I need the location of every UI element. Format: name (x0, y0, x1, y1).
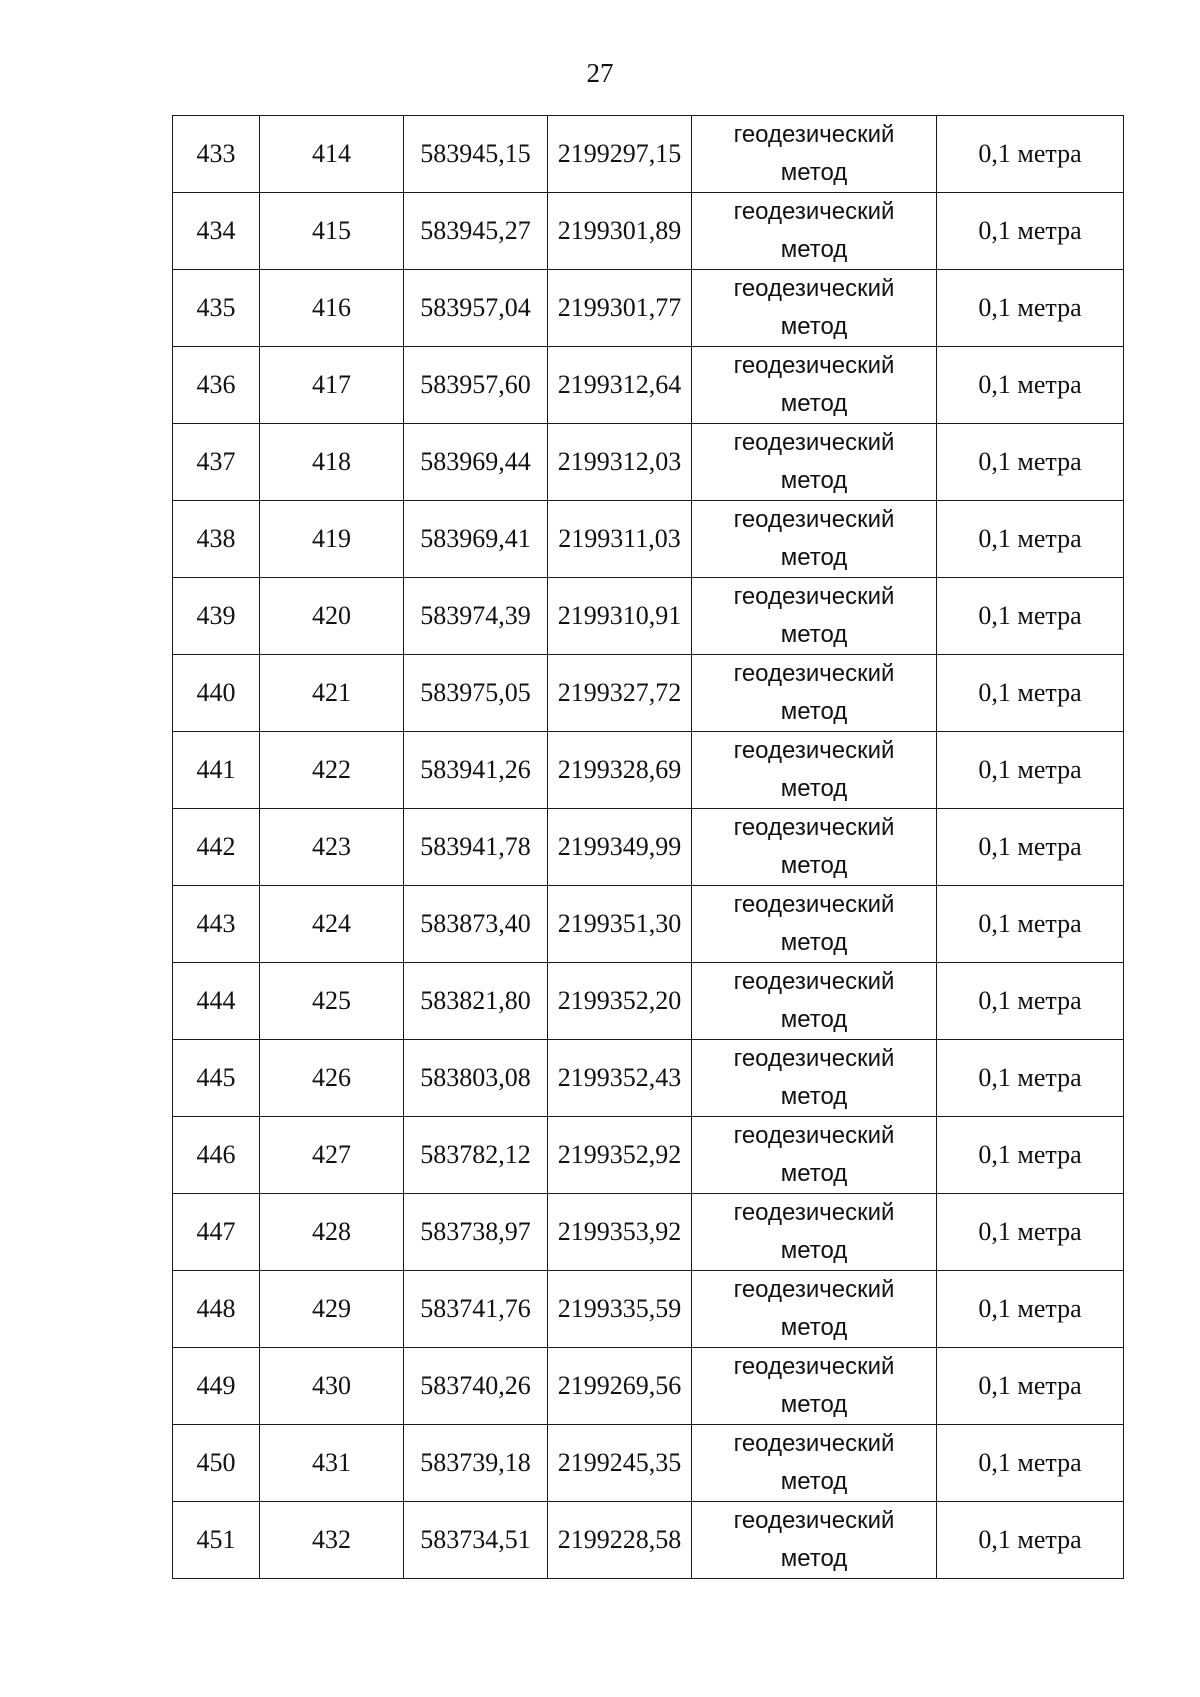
point-number-cell: 448 (173, 1271, 260, 1348)
accuracy-cell: 0,1 метра (937, 578, 1124, 655)
accuracy-cell: 0,1 метра (937, 270, 1124, 347)
accuracy-cell: 0,1 метра (937, 347, 1124, 424)
y-coordinate-cell: 2199269,56 (548, 1348, 692, 1425)
y-coordinate-cell: 2199327,72 (548, 655, 692, 732)
table-row (173, 578, 1124, 655)
x-coordinate-cell: 583945,27 (404, 193, 548, 270)
accuracy-cell: 0,1 метра (937, 655, 1124, 732)
boundary-point-cell: 418 (260, 424, 404, 501)
table-row (173, 963, 1124, 1040)
y-coordinate-cell: 2199352,92 (548, 1117, 692, 1194)
method-cell (692, 732, 937, 809)
method-line-2: метод (780, 236, 848, 263)
method-cell (692, 1425, 937, 1502)
method-line-1: геодезический (733, 583, 895, 610)
table-row (173, 1425, 1124, 1502)
accuracy-cell: 0,1 метра (937, 193, 1124, 270)
table-row (173, 809, 1124, 886)
point-number-cell: 443 (173, 886, 260, 963)
method-line-1: геодезический (733, 1045, 895, 1072)
point-number-cell: 439 (173, 578, 260, 655)
table-row (173, 1040, 1124, 1117)
method-line-2: метод (780, 467, 848, 494)
method-line-1: геодезический (733, 1276, 895, 1303)
x-coordinate-cell: 583803,08 (404, 1040, 548, 1117)
x-coordinate-cell: 583969,41 (404, 501, 548, 578)
method-line-2: метод (780, 1314, 848, 1341)
y-coordinate-cell: 2199301,77 (548, 270, 692, 347)
method-cell (692, 347, 937, 424)
method-line-2: метод (780, 1237, 848, 1264)
method-line-1: геодезический (733, 506, 895, 533)
x-coordinate-cell: 583782,12 (404, 1117, 548, 1194)
y-coordinate-cell: 2199328,69 (548, 732, 692, 809)
x-coordinate-cell: 583738,97 (404, 1194, 548, 1271)
method-line-1: геодезический (733, 737, 895, 764)
method-line-2: метод (780, 1160, 848, 1187)
table-row (173, 270, 1124, 347)
table-row (173, 1117, 1124, 1194)
x-coordinate-cell: 583741,76 (404, 1271, 548, 1348)
table-row (173, 116, 1124, 193)
method-line-1: геодезический (733, 1199, 895, 1226)
point-number-cell: 444 (173, 963, 260, 1040)
accuracy-cell: 0,1 метра (937, 501, 1124, 578)
method-line-2: метод (780, 159, 848, 186)
boundary-point-cell: 422 (260, 732, 404, 809)
boundary-point-cell: 432 (260, 1502, 404, 1579)
boundary-point-cell: 427 (260, 1117, 404, 1194)
method-cell (692, 1271, 937, 1348)
x-coordinate-cell: 583941,26 (404, 732, 548, 809)
x-coordinate-cell: 583873,40 (404, 886, 548, 963)
x-coordinate-cell: 583945,15 (404, 116, 548, 193)
y-coordinate-cell: 2199335,59 (548, 1271, 692, 1348)
point-number-cell: 451 (173, 1502, 260, 1579)
table-row (173, 732, 1124, 809)
method-line-1: геодезический (733, 352, 895, 379)
table-row (173, 347, 1124, 424)
boundary-point-cell: 428 (260, 1194, 404, 1271)
method-line-1: геодезический (733, 891, 895, 918)
method-line-1: геодезический (733, 660, 895, 687)
accuracy-cell: 0,1 метра (937, 809, 1124, 886)
method-line-1: геодезический (733, 1430, 895, 1457)
accuracy-cell: 0,1 метра (937, 732, 1124, 809)
y-coordinate-cell: 2199352,20 (548, 963, 692, 1040)
method-line-1: геодезический (733, 1507, 895, 1534)
x-coordinate-cell: 583957,60 (404, 347, 548, 424)
y-coordinate-cell: 2199245,35 (548, 1425, 692, 1502)
method-cell (692, 424, 937, 501)
boundary-point-cell: 416 (260, 270, 404, 347)
method-cell (692, 578, 937, 655)
table-body (173, 116, 1124, 1579)
y-coordinate-cell: 2199353,92 (548, 1194, 692, 1271)
accuracy-cell: 0,1 метра (937, 1502, 1124, 1579)
boundary-point-cell: 426 (260, 1040, 404, 1117)
accuracy-cell: 0,1 метра (937, 963, 1124, 1040)
y-coordinate-cell: 2199312,03 (548, 424, 692, 501)
x-coordinate-cell: 583740,26 (404, 1348, 548, 1425)
accuracy-cell: 0,1 метра (937, 886, 1124, 963)
point-number-cell: 447 (173, 1194, 260, 1271)
point-number-cell: 438 (173, 501, 260, 578)
method-line-1: геодезический (733, 275, 895, 302)
method-cell (692, 963, 937, 1040)
method-line-2: метод (780, 852, 848, 879)
method-line-1: геодезический (733, 198, 895, 225)
method-line-2: метод (780, 544, 848, 571)
method-line-2: метод (780, 775, 848, 802)
y-coordinate-cell: 2199352,43 (548, 1040, 692, 1117)
method-cell (692, 809, 937, 886)
method-cell (692, 1117, 937, 1194)
page-number: 27 (586, 58, 614, 88)
table-row (173, 501, 1124, 578)
y-coordinate-cell: 2199311,03 (548, 501, 692, 578)
boundary-point-cell: 423 (260, 809, 404, 886)
method-line-2: метод (780, 1468, 848, 1495)
point-number-cell: 449 (173, 1348, 260, 1425)
x-coordinate-cell: 583975,05 (404, 655, 548, 732)
method-cell (692, 116, 937, 193)
method-line-2: метод (780, 698, 848, 725)
y-coordinate-cell: 2199297,15 (548, 116, 692, 193)
method-line-1: геодезический (733, 814, 895, 841)
point-number-cell: 434 (173, 193, 260, 270)
method-line-2: метод (780, 1545, 848, 1572)
method-line-2: метод (780, 1391, 848, 1418)
point-number-cell: 446 (173, 1117, 260, 1194)
x-coordinate-cell: 583821,80 (404, 963, 548, 1040)
method-cell (692, 501, 937, 578)
method-cell (692, 1502, 937, 1579)
point-number-cell: 445 (173, 1040, 260, 1117)
x-coordinate-cell: 583941,78 (404, 809, 548, 886)
method-cell (692, 270, 937, 347)
y-coordinate-cell: 2199310,91 (548, 578, 692, 655)
y-coordinate-cell: 2199228,58 (548, 1502, 692, 1579)
method-line-2: метод (780, 1083, 848, 1110)
boundary-point-cell: 420 (260, 578, 404, 655)
point-number-cell: 440 (173, 655, 260, 732)
method-line-1: геодезический (733, 1353, 895, 1380)
x-coordinate-cell: 583957,04 (404, 270, 548, 347)
boundary-point-cell: 419 (260, 501, 404, 578)
y-coordinate-cell: 2199351,30 (548, 886, 692, 963)
method-cell (692, 886, 937, 963)
y-coordinate-cell: 2199349,99 (548, 809, 692, 886)
boundary-point-cell: 414 (260, 116, 404, 193)
x-coordinate-cell: 583739,18 (404, 1425, 548, 1502)
method-line-2: метод (780, 929, 848, 956)
method-cell (692, 655, 937, 732)
point-number-cell: 442 (173, 809, 260, 886)
boundary-point-cell: 430 (260, 1348, 404, 1425)
accuracy-cell: 0,1 метра (937, 1117, 1124, 1194)
x-coordinate-cell: 583974,39 (404, 578, 548, 655)
accuracy-cell: 0,1 метра (937, 116, 1124, 193)
boundary-point-cell: 417 (260, 347, 404, 424)
method-cell (692, 1348, 937, 1425)
boundary-point-cell: 431 (260, 1425, 404, 1502)
coordinates-table (172, 115, 1124, 1579)
method-line-1: геодезический (733, 121, 895, 148)
table-row (173, 655, 1124, 732)
accuracy-cell: 0,1 метра (937, 1040, 1124, 1117)
point-number-cell: 437 (173, 424, 260, 501)
x-coordinate-cell: 583734,51 (404, 1502, 548, 1579)
point-number-cell: 433 (173, 116, 260, 193)
boundary-point-cell: 421 (260, 655, 404, 732)
boundary-point-cell: 424 (260, 886, 404, 963)
table-row (173, 424, 1124, 501)
method-line-1: геодезический (733, 1122, 895, 1149)
boundary-point-cell: 415 (260, 193, 404, 270)
method-cell (692, 1040, 937, 1117)
point-number-cell: 435 (173, 270, 260, 347)
method-line-1: геодезический (733, 429, 895, 456)
method-cell (692, 193, 937, 270)
accuracy-cell: 0,1 метра (937, 424, 1124, 501)
boundary-point-cell: 425 (260, 963, 404, 1040)
table-row (173, 1271, 1124, 1348)
method-line-2: метод (780, 1006, 848, 1033)
table-row (173, 1194, 1124, 1271)
point-number-cell: 441 (173, 732, 260, 809)
y-coordinate-cell: 2199301,89 (548, 193, 692, 270)
boundary-point-cell: 429 (260, 1271, 404, 1348)
method-line-2: метод (780, 313, 848, 340)
point-number-cell: 450 (173, 1425, 260, 1502)
method-line-2: метод (780, 390, 848, 417)
table-row (173, 1502, 1124, 1579)
accuracy-cell: 0,1 метра (937, 1348, 1124, 1425)
point-number-cell: 436 (173, 347, 260, 424)
method-line-1: геодезический (733, 968, 895, 995)
table-row (173, 886, 1124, 963)
y-coordinate-cell: 2199312,64 (548, 347, 692, 424)
x-coordinate-cell: 583969,44 (404, 424, 548, 501)
table-row (173, 1348, 1124, 1425)
accuracy-cell: 0,1 метра (937, 1425, 1124, 1502)
table-row (173, 193, 1124, 270)
accuracy-cell: 0,1 метра (937, 1194, 1124, 1271)
accuracy-cell: 0,1 метра (937, 1271, 1124, 1348)
method-line-2: метод (780, 621, 848, 648)
method-cell (692, 1194, 937, 1271)
